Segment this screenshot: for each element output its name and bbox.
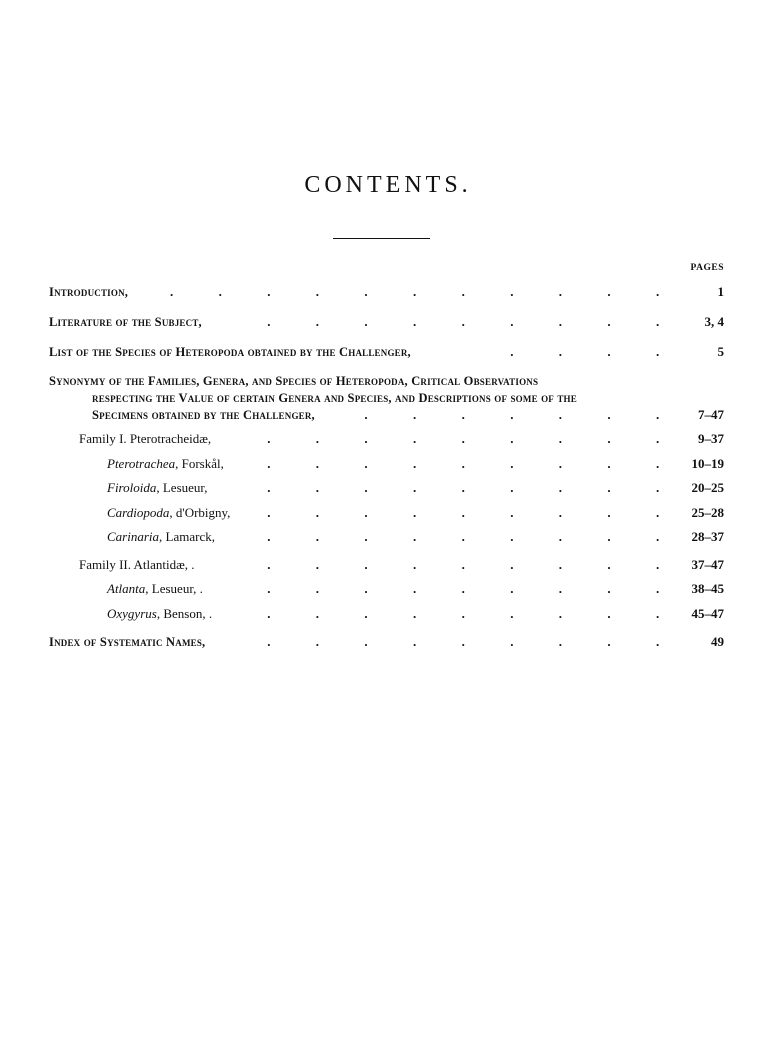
leader-dot: .	[364, 284, 368, 299]
entry-label-line-2: respecting the Value of certain Genera and Species, and Descriptions of some of the	[92, 391, 577, 405]
toc-entry-oxygyrus[interactable]	[49, 605, 724, 623]
leader-dot: .	[656, 634, 660, 649]
entry-label-line-1: Synonymy of the Families, Genera, and Species of Heteropoda, Critical Observations	[49, 374, 539, 388]
leader-dot: .	[558, 456, 563, 471]
leader-dot: .	[413, 581, 417, 596]
leader-dot: .	[364, 480, 368, 495]
entry-pages: 49	[711, 634, 724, 649]
author-name: , Forskål,	[175, 456, 224, 471]
leader-dot: .	[461, 480, 465, 495]
entry-label: List of the Species of Heteropoda obtained by the Challenger,	[49, 345, 411, 359]
leader-dot: .	[413, 314, 417, 329]
leader-dot: .	[364, 557, 368, 572]
leader-dot: .	[656, 284, 660, 299]
entry-pages: 20–25	[691, 480, 724, 495]
leader-dot: .	[267, 581, 271, 596]
page-title: CONTENTS.	[304, 172, 472, 198]
leader-dot: .	[267, 431, 271, 446]
toc-entry-species-list[interactable]	[49, 343, 724, 361]
entry-label: Family II. Atlantidæ, .	[79, 557, 195, 572]
leader-dot: .	[510, 606, 514, 621]
leader-dot: .	[364, 314, 368, 329]
leader-dot: .	[607, 529, 611, 544]
leader-dot: .	[267, 606, 271, 621]
leader-dot: .	[461, 284, 465, 299]
entry-label: Family I. Pterotracheidæ,	[79, 431, 212, 446]
entry-pages: 5	[717, 344, 724, 359]
toc-entry-firoloida[interactable]	[49, 479, 724, 497]
leader-dot: .	[656, 480, 660, 495]
leader-dot: .	[607, 634, 611, 649]
leader-dot: .	[315, 314, 320, 329]
entry-label: Literature of the Subject,	[49, 315, 202, 329]
genus-name: Cardiopoda	[107, 505, 170, 520]
entry-pages: 7–47	[698, 407, 724, 422]
toc-entry-index[interactable]	[49, 633, 724, 651]
entry-label: Introduction,	[49, 285, 129, 299]
leader-dot: .	[364, 456, 368, 471]
entry-label	[107, 455, 224, 473]
leader-dot: .	[607, 314, 611, 329]
leader-dot: .	[461, 606, 465, 621]
toc-entry-family-2[interactable]	[49, 556, 724, 574]
toc-entry-cardiopoda[interactable]	[49, 504, 724, 522]
leader-dot: .	[510, 284, 514, 299]
leader-dot: .	[315, 529, 320, 544]
leader-dot: .	[558, 606, 563, 621]
entry-pages: 3, 4	[704, 314, 724, 329]
leader-dot: .	[315, 480, 320, 495]
author-name: , d'Orbigny,	[169, 505, 231, 520]
entry-label-line-3: Specimens obtained by the Challenger,	[92, 408, 315, 422]
leader-dot: .	[510, 505, 514, 520]
entry-pages: 38–45	[691, 581, 724, 596]
leader-dot: .	[461, 314, 465, 329]
leader-dot: .	[510, 581, 514, 596]
leader-dot: .	[558, 581, 563, 596]
leader-dot: .	[315, 284, 320, 299]
author-name: , Benson, .	[156, 606, 213, 621]
leader-dot: .	[607, 284, 611, 299]
toc-entry-family-1[interactable]	[49, 430, 724, 448]
leader-dot: .	[413, 557, 417, 572]
leader-dot: .	[656, 606, 660, 621]
leader-dot: .	[558, 431, 563, 446]
leader-dot: .	[315, 606, 320, 621]
leader-dot: .	[510, 480, 514, 495]
leader-dot: .	[558, 314, 563, 329]
leader-dot: .	[267, 529, 271, 544]
leader-dot: .	[413, 505, 417, 520]
leader-dot: .	[656, 344, 660, 359]
leader-dot: .	[364, 505, 368, 520]
title-rule	[333, 238, 430, 239]
entry-pages: 37–47	[691, 557, 724, 572]
toc-entry-literature[interactable]	[49, 313, 724, 331]
genus-name: Pterotrachea	[107, 456, 176, 471]
toc-entry-atlanta[interactable]	[49, 580, 724, 598]
leader-dot: .	[656, 529, 660, 544]
leader-dot: .	[510, 456, 514, 471]
leader-dot: .	[413, 634, 417, 649]
author-name: , Lesueur, .	[145, 581, 203, 596]
leader-dot: .	[656, 505, 660, 520]
leader-dot: .	[413, 431, 417, 446]
leader-dot: .	[461, 431, 465, 446]
leader-dot: .	[267, 314, 271, 329]
leader-dot: .	[461, 456, 465, 471]
leader-dot: .	[510, 529, 514, 544]
leader-dot: .	[315, 581, 320, 596]
leader-dot: .	[656, 407, 660, 422]
leader-dot: .	[558, 634, 563, 649]
genus-name: Atlanta	[107, 581, 146, 596]
toc-entry-pterotrachea[interactable]	[49, 455, 724, 473]
leader-dot: .	[510, 557, 514, 572]
leader-dot: .	[558, 344, 563, 359]
leader-dot: .	[218, 284, 222, 299]
leader-dot: .	[364, 581, 368, 596]
leader-dot: .	[315, 634, 320, 649]
leader-dot: .	[607, 557, 611, 572]
leader-dot: .	[607, 431, 611, 446]
leader-dot: .	[607, 606, 611, 621]
leader-dot: .	[461, 529, 465, 544]
toc-entry-carinaria[interactable]	[49, 528, 724, 546]
leader-dot: .	[656, 581, 660, 596]
leader-dot: .	[558, 407, 563, 422]
leader-dot: .	[510, 407, 514, 422]
leader-dot: .	[558, 557, 563, 572]
leader-dot: .	[461, 634, 465, 649]
leader-dot: .	[558, 284, 563, 299]
leader-dot: .	[656, 431, 660, 446]
entry-pages: 9–37	[698, 431, 724, 446]
leader-dot: .	[413, 407, 417, 422]
leader-dot: .	[413, 456, 417, 471]
leader-dot: .	[510, 344, 514, 359]
leader-dot: .	[510, 634, 514, 649]
leader-dot: .	[510, 431, 514, 446]
entry-label	[107, 580, 203, 598]
leader-dot: .	[315, 505, 320, 520]
leader-dot: .	[607, 505, 611, 520]
leader-dot: .	[413, 529, 417, 544]
leader-dot: .	[558, 529, 563, 544]
author-name: , Lamarck,	[159, 529, 215, 544]
leader-dot: .	[364, 431, 368, 446]
leader-dot: .	[607, 344, 611, 359]
entry-pages: 28–37	[691, 529, 724, 544]
entry-label: Index of Systematic Names,	[49, 635, 206, 649]
toc-entry-introduction[interactable]	[49, 283, 724, 301]
author-name: , Lesueur,	[156, 480, 208, 495]
leader-dot: .	[267, 284, 271, 299]
leader-dot: .	[267, 634, 271, 649]
entry-label	[107, 528, 215, 546]
leader-dot: .	[413, 606, 417, 621]
leader-dot: .	[364, 529, 368, 544]
leader-dot: .	[656, 456, 660, 471]
leader-dot: .	[413, 284, 417, 299]
leader-dot: .	[510, 314, 514, 329]
entry-pages: 1	[717, 284, 724, 299]
entry-pages: 45–47	[691, 606, 724, 621]
genus-name: Carinaria	[107, 529, 160, 544]
leader-dot: .	[607, 480, 611, 495]
entry-label	[107, 504, 230, 522]
leader-dot: .	[558, 480, 563, 495]
leader-dot: .	[656, 557, 660, 572]
leader-dot: .	[364, 606, 368, 621]
genus-name: Firoloida	[107, 480, 157, 495]
leader-dot: .	[170, 284, 174, 299]
leader-dot: .	[461, 407, 465, 422]
leader-dot: .	[315, 456, 320, 471]
leader-dot: .	[607, 407, 611, 422]
leader-dot: .	[558, 505, 563, 520]
entry-label	[107, 605, 212, 623]
entry-label	[107, 479, 207, 497]
leader-dot: .	[315, 431, 320, 446]
leader-dot: .	[461, 505, 465, 520]
leader-dot: .	[364, 407, 368, 422]
leader-dot: .	[607, 581, 611, 596]
leader-dot: .	[461, 581, 465, 596]
leader-dot: .	[315, 557, 320, 572]
toc-entry-synonymy[interactable]	[49, 372, 724, 426]
genus-name: Oxygyrus	[107, 606, 157, 621]
leader-dot: .	[364, 634, 368, 649]
entry-pages: 10–19	[691, 456, 724, 471]
leader-dot: .	[267, 480, 271, 495]
pages-column-header: PAGES	[690, 263, 724, 273]
leader-dot: .	[267, 505, 271, 520]
entry-pages: 25–28	[691, 505, 724, 520]
leader-dot: .	[656, 314, 660, 329]
leader-dot: .	[413, 480, 417, 495]
leader-dot: .	[461, 557, 465, 572]
leader-dot: .	[267, 456, 271, 471]
leader-dot: .	[607, 456, 611, 471]
leader-dot: .	[267, 557, 271, 572]
